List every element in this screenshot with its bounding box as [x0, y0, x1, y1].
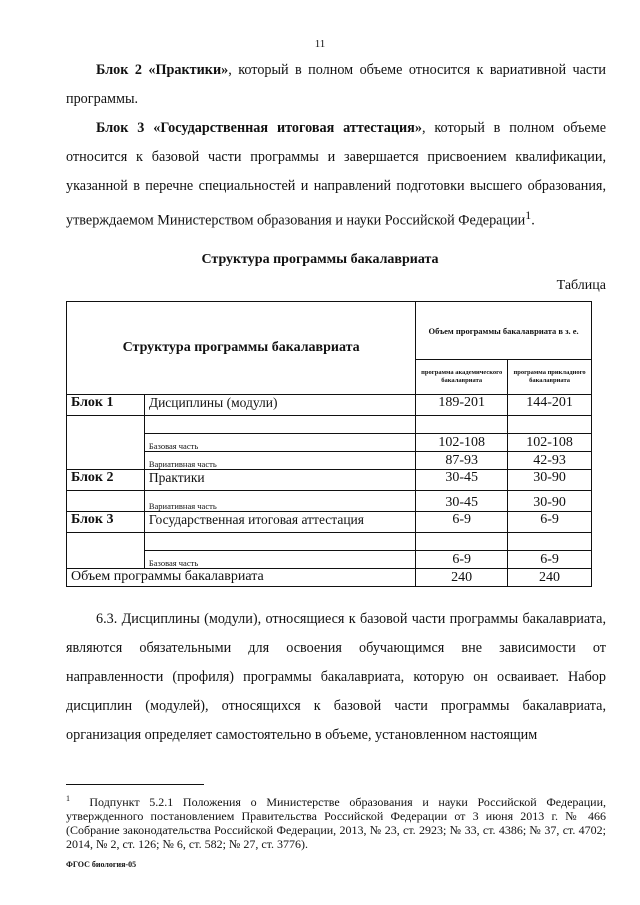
footnote-text: Подпункт 5.2.1 Положения о Министерстве образования и науки Российской Федерации, утвержденного постановлением Правительства Российской Федерации от 3 июня 2013 г. № 466 (Собрание законодательства Российской Федерации, 2013, № 23, ст. 2923; № 33, ст. 4386; № 37, ст. 4702; 2014, № 2, ст. 126; № 6, ст. 582; № 27, ст. 3776).	[66, 795, 607, 851]
paragraph-block3: Блок 3 «Государственная итоговая аттестация», который в полном объеме относится к базовой части программы и завершается присвоением квалификации, указанной в перечне специальностей и направлений подготовки высшего образования, утверждаемом Министерством образования и науки Российской Федерации$^1$.	[66, 120, 606, 229]
table-row	[67, 533, 592, 551]
table-row: Базовая часть 102-108 102-108	[67, 434, 592, 452]
table-row: Блок 1 Дисциплины (модули) 189-201 144-201	[67, 395, 592, 416]
table-row: Блок 2 Практики 30-45 30-90	[67, 470, 592, 491]
page-number: 11	[314, 38, 326, 50]
row-title: Дисциплины (модули)	[144, 395, 415, 416]
block3-text: , который в полном объеме относится к базовой части программы и завершается присвоением квалификации, указанной в перечне специальностей и направлений подготовки высшего образования, утверждаемом Министерством образования и науки Российской Федерации	[66, 120, 606, 229]
block2-title: Блок 2 «Практики»	[96, 62, 229, 78]
row-title: Вариативная часть	[144, 452, 415, 470]
table-row: Вариативная часть 87-93 42-93	[67, 452, 592, 470]
header-volume: Объем программы бакалавриата в з. е.	[416, 302, 592, 360]
header-applied: программа прикладного бакалавриата	[508, 360, 592, 395]
paragraph-block2	[66, 56, 606, 114]
footnote-mark: 1	[66, 794, 70, 803]
header-structure: Структура программы бакалавриата	[67, 302, 416, 395]
block3-title: Блок 3 «Государственная итоговая аттестация»	[96, 120, 422, 136]
block-label: Блок 1	[67, 395, 145, 416]
table-row: Базовая часть 6-9 6-9	[67, 551, 592, 569]
footnote-reference: 1	[525, 208, 532, 222]
paragraph-6-3: 6.3. Дисциплины (модули), относящиеся к базовой части программы бакалавриата, являются обязательными для освоения обучающимся вне зависимости от направленности (профиля) программы бакалавриата, которую он осваивает. Набор дисциплин (модулей), относящихся к базовой части программы бакалавриата, организация определяет самостоятельно в объеме, установленном настоящим	[66, 611, 606, 743]
document-tag: ФГОС биология-05	[66, 860, 137, 869]
block-label: Блок 2	[67, 470, 145, 491]
row-title: Базовая часть	[144, 551, 415, 569]
table-row: Блок 3 Государственная итоговая аттестация 6-9 6-9	[67, 512, 592, 533]
block2-text: , который в полном объеме относится к вариативной части программы.	[66, 62, 606, 107]
header-academic: программа академического бакалавриата	[416, 360, 508, 395]
table-total-row: Объем программы бакалавриата 240 240	[67, 569, 592, 587]
footnote	[66, 792, 606, 851]
footnote-divider	[66, 784, 204, 785]
table-label: Таблица	[556, 278, 606, 293]
table-caption: Структура программы бакалавриата	[201, 252, 439, 267]
block-label: Блок 3	[67, 512, 145, 533]
table-row	[67, 416, 592, 434]
table-row: Вариативная часть 30-45 30-90	[67, 491, 592, 512]
program-structure-table	[66, 301, 592, 587]
table-header-row	[67, 302, 592, 360]
row-title: Практики	[144, 470, 415, 491]
row-title: Базовая часть	[144, 434, 415, 452]
total-title: Объем программы бакалавриата	[67, 569, 416, 587]
row-title: Государственная итоговая аттестация	[144, 512, 415, 533]
row-title: Вариативная часть	[144, 491, 415, 512]
